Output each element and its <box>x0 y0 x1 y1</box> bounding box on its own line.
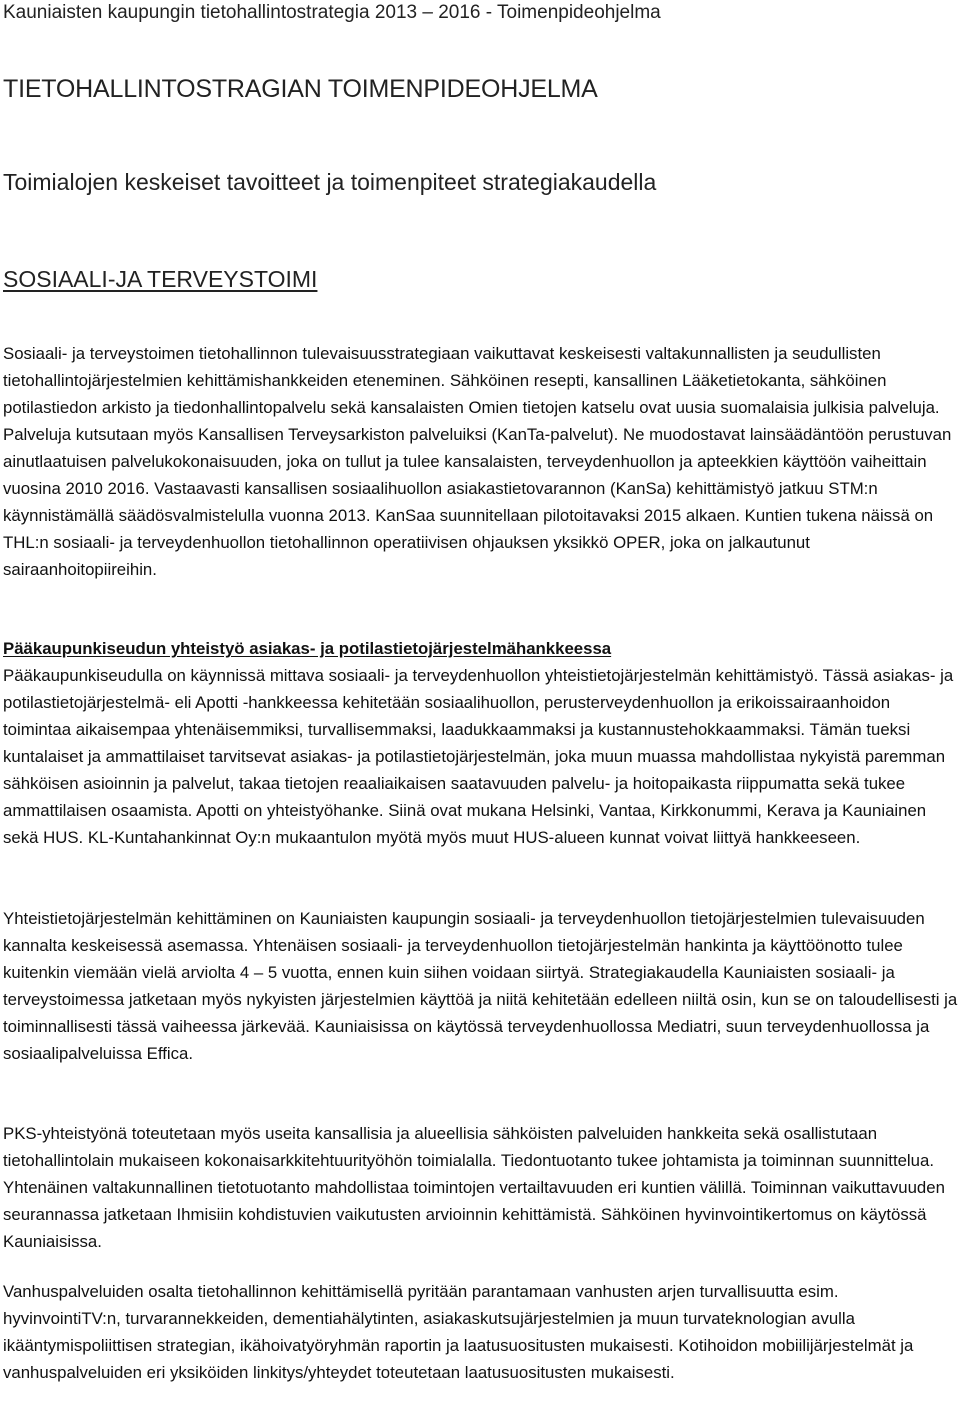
paragraph-shared-system: Yhteistietojärjestelmän kehittäminen on Kauniaisten kaupungin sosiaali- ja terveydenhuollon tietojärjestelmien tulevaisuuden kannalta keskeisessä asemassa. Yhtenäisen sosiaali- ja terveydenhuollon tietojärjestelmän hankinta ja käyttöönotto tulee kuitenkin viemään vielä arviolta 4 – 5 vuotta, ennen kuin siihen voidaan siirtyä. Strategiakaudella Kauniaisten sosiaali- ja terveystoimessa jatketaan myös nykyisten järjestelmien käyttöä ja niitä kehitetään edelleen niiltä osin, kun se on taloudellisesti ja toiminnallisesti tässä vaiheessa järkevää. Kauniaisissa on käytössä terveydenhuollossa Mediatri, suun terveydenhuollossa ja sosiaalipalveluissa Effica. <box>3 909 958 1063</box>
paragraph-pks-cooperation: PKS-yhteistyönä toteutetaan myös useita kansallisia ja alueellisia sähköisten palveluiden hankkeita sekä osallistutaan tietohallintolain mukaiseen kokonaisarkkitehtuurityöhön toimialalla. Tiedontuotanto tukee johtamista ja toiminnan suunnittelua. Yhtenäinen valtakunnallinen tietotuotanto mahdollistaa toimintojen vertailtavuuden eri kuntien välillä. Toiminnan vaikuttavuuden seurannassa jatketaan Ihmisiin kohdistuvien vaikutusten arvioinnin kehittämistä. Sähköinen hyvinvointikertomus on käytössä Kauniaisissa. <box>3 1124 945 1251</box>
document-title: TIETOHALLINTOSTRAGIAN TOIMENPIDEOHJELMA <box>3 75 598 103</box>
document-subtitle: Toimialojen keskeiset tavoitteet ja toimenpiteet strategiakaudella <box>3 169 657 195</box>
running-header: Kauniaisten kaupungin tietohallintostrategia 2013 – 2016 - Toimenpideohjelma <box>3 2 661 23</box>
section-title: SOSIAALI-JA TERVEYSTOIMI <box>3 266 318 292</box>
paragraph-apotti: Pääkaupunkiseudulla on käynnissä mittava sosiaali- ja terveydenhuollon yhteistietojärjestelmän kehittämistyö. Tässä asiakas- ja potilastietojärjestelmä- eli Apotti -hankkeessa kehitetään sosiaalihuollon, perusterveydenhuollon ja erikoissairaanhoidon toimintaa aikaisempaa yhtenäisemmiksi, turvallisemmaksi, laadukkaammaksi ja kustannustehokkaammaksi. Tämän tueksi kuntalaiset ja ammattilaiset tarvitsevat asiakas- ja potilastietojärjestelmän, joka muun muassa mahdollistaa nykyistä paremman sähköisen asioinnin ja palvelut, takaa tietojen reaaliaikaisen saatavuuden palvelu- ja hoitopaikasta riippumatta sekä tukee ammattilaisen osaamista. Apotti on yhteistyöhanke. Siinä ovat mukana Helsinki, Vantaa, Kirkkonummi, Kerava ja Kauniainen sekä HUS. KL-Kuntahankinnat Oy:n mukaantulon myötä myös muut HUS-alueen kunnat voivat liittyä hankkeeseen. <box>3 666 954 847</box>
paragraph-elderly-services: Vanhuspalveluiden osalta tietohallinnon kehittämisellä pyritään parantamaan vanhusten arjen turvallisuutta esim. hyvinvointiTV:n, turvarannekkeiden, dementiahälytinten, asiakaskutsujärjestelmien ja muun turvateknologian avulla ikääntymispoliittisen strategian, ikähoivatyöryhmän raportin ja laatusuositusten mukaisesti. Kotihoidon mobiilijärjestelmät ja vanhuspalveluiden eri yksiköiden linkitys/yhteydet toteutetaan laatusuositusten mukaisesti. <box>3 1282 914 1382</box>
subheading-cooperation: Pääkaupunkiseudun yhteistyö asiakas- ja potilastietojärjestelmähankkeessa <box>3 639 612 658</box>
paragraph-intro: Sosiaali- ja terveystoimen tietohallinnon tulevaisuusstrategiaan vaikuttavat keskeisesti valtakunnallisten ja seudullisten tietohallintojärjestelmien kehittämishankkeiden eteneminen. Sähköinen resepti, kansallinen Lääketietokanta, sähköinen potilastiedon arkisto ja tiedonhallintopalvelu sekä kansalaisten Omien tietojen katselu ovat uusia suomalaisia julkisia palveluja. Palveluja kutsutaan myös Kansallisen Terveysarkiston palveluiksi (KanTa-palvelut). Ne muodostavat lainsäädäntöön perustuvan ainutlaatuisen palvelukokonaisuuden, joka on tullut ja tulee kansalaisten, terveydenhuollon ja apteekkien käyttöön vaiheittain vuosina 2010 2016. Vastaavasti kansallisen sosiaalihuollon asiakastietovarannon (KanSa) kehittämistyö jatkuu STM:n käynnistämällä säädösvalmistelulla vuonna 2013. KanSaa suunnitellaan pilotoitavaksi 2015 alkaen. Kuntien tukena näissä on THL:n sosiaali- ja terveydenhuollon tietohallinnon operatiivisen ohjauksen yksikkö OPER, joka on jalkautunut sairaanhoitopiireihin. <box>3 344 952 579</box>
